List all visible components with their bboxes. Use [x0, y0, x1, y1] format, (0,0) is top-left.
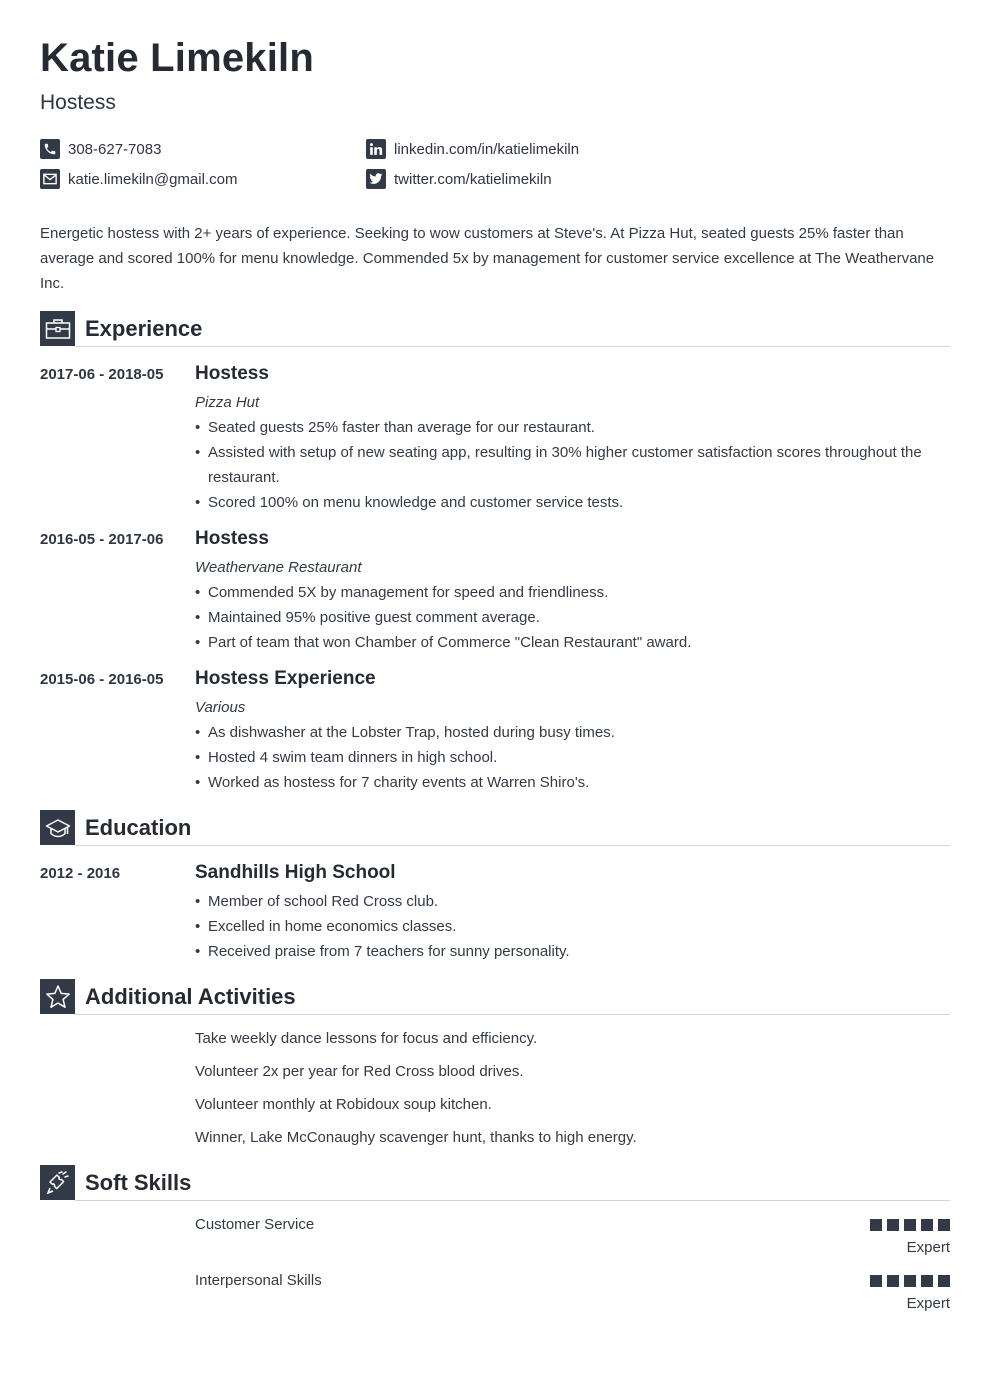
activity-item: Volunteer 2x per year for Red Cross blood drives. — [195, 1063, 524, 1080]
education-bullet: • Excelled in home economics classes. — [195, 914, 935, 939]
skill-name: Interpersonal Skills — [195, 1272, 322, 1289]
education-title: Education — [85, 815, 192, 840]
job-title: Hostess Experience — [195, 668, 376, 689]
contact-phone — [40, 139, 161, 159]
activities-section-header — [40, 979, 950, 1015]
experience-title: Experience — [85, 316, 203, 341]
job-company: Pizza Hut — [195, 394, 260, 411]
rating-square — [921, 1275, 933, 1287]
skill-level: Expert — [906, 1239, 950, 1256]
candidate-role: Hostess — [40, 91, 116, 114]
education-bullet: • Member of school Red Cross club. — [195, 889, 935, 914]
envelope-icon — [40, 169, 60, 189]
job-bullet: • Commended 5X by management for speed and friendliness. — [195, 580, 935, 605]
activities-title: Additional Activities — [85, 984, 296, 1009]
briefcase-icon — [40, 311, 75, 346]
section-divider — [75, 1014, 950, 1015]
skill-name: Customer Service — [195, 1216, 315, 1233]
job-bullet: • Assisted with setup of new seating app, resulting in 30% higher customer satisfaction scores throughout the restaurant. — [195, 440, 935, 490]
activity-item: Take weekly dance lessons for focus and efficiency. — [195, 1030, 538, 1047]
skill-level: Expert — [906, 1295, 950, 1312]
education-section-header — [40, 810, 950, 846]
rating-square — [887, 1275, 899, 1287]
education-dates: 2012 - 2016 — [40, 865, 121, 882]
activity-item: Winner, Lake McConaughy scavenger hunt, thanks to high energy. — [195, 1129, 637, 1146]
job-bullet: • Seated guests 25% faster than average for our restaurant. — [195, 415, 935, 440]
education-bullet: • Received praise from 7 teachers for sunny personality. — [195, 939, 935, 964]
linkedin-icon — [366, 139, 386, 159]
job-bullet: • Hosted 4 swim team dinners in high school. — [195, 745, 935, 770]
job-dates: 2016-05 - 2017-06 — [40, 531, 164, 548]
job-company: Various — [195, 699, 246, 716]
job-bullets — [195, 415, 935, 515]
job-title: Hostess — [195, 528, 269, 549]
rating-square — [921, 1219, 933, 1231]
job-bullets — [195, 580, 935, 655]
job-dates: 2017-06 - 2018-05 — [40, 366, 164, 383]
rating-square — [870, 1219, 882, 1231]
linkedin-url[interactable]: linkedin.com/in/katielimekiln — [394, 140, 580, 158]
job-bullet: • Scored 100% on menu knowledge and customer service tests. — [195, 490, 935, 515]
section-divider — [75, 845, 950, 846]
section-divider — [75, 346, 950, 347]
skill-rating — [865, 1275, 950, 1287]
job-title: Hostess — [195, 363, 269, 384]
contact-linkedin — [366, 139, 579, 159]
puzzle-piece-icon — [40, 1165, 75, 1200]
rating-square — [904, 1275, 916, 1287]
twitter-url[interactable]: twitter.com/katielimekiln — [394, 170, 552, 188]
phone-number: 308-627-7083 — [68, 140, 162, 158]
skills-title: Soft Skills — [85, 1170, 192, 1195]
phone-icon — [40, 139, 60, 159]
twitter-icon — [366, 169, 386, 189]
skill-rating — [865, 1219, 950, 1231]
job-bullet: • As dishwasher at the Lobster Trap, hosted during busy times. — [195, 720, 935, 745]
rating-square — [870, 1275, 882, 1287]
rating-square — [887, 1219, 899, 1231]
activity-item: Volunteer monthly at Robidoux soup kitchen. — [195, 1096, 492, 1113]
education-bullets — [195, 889, 935, 964]
rating-square — [938, 1275, 950, 1287]
job-bullet: • Part of team that won Chamber of Commerce "Clean Restaurant" award. — [195, 630, 935, 655]
experience-section-header — [40, 311, 950, 347]
job-bullet: • Maintained 95% positive guest comment average. — [195, 605, 935, 630]
email-address[interactable]: katie.limekiln@gmail.com — [68, 170, 238, 188]
star-icon — [40, 979, 75, 1014]
job-company: Weathervane Restaurant — [195, 559, 362, 576]
contact-twitter — [366, 169, 552, 189]
contact-email — [40, 169, 237, 189]
rating-square — [904, 1219, 916, 1231]
skills-section-header — [40, 1165, 950, 1201]
school-name: Sandhills High School — [195, 862, 396, 883]
candidate-name: Katie Limekiln — [40, 36, 314, 80]
job-bullets — [195, 720, 935, 795]
section-divider — [75, 1200, 950, 1201]
profile-summary: Energetic hostess with 2+ years of experience. Seeking to wow customers at Steve's. At Pizza Hut, seated guests 25% faster than average and scored 100% for menu knowledge. Commended 5x by management for customer service excellence at The Weathervane Inc. — [40, 225, 935, 292]
rating-square — [938, 1219, 950, 1231]
job-dates: 2015-06 - 2016-05 — [40, 671, 164, 688]
job-bullet: • Worked as hostess for 7 charity events at Warren Shiro's. — [195, 770, 935, 795]
graduation-cap-icon — [40, 810, 75, 845]
